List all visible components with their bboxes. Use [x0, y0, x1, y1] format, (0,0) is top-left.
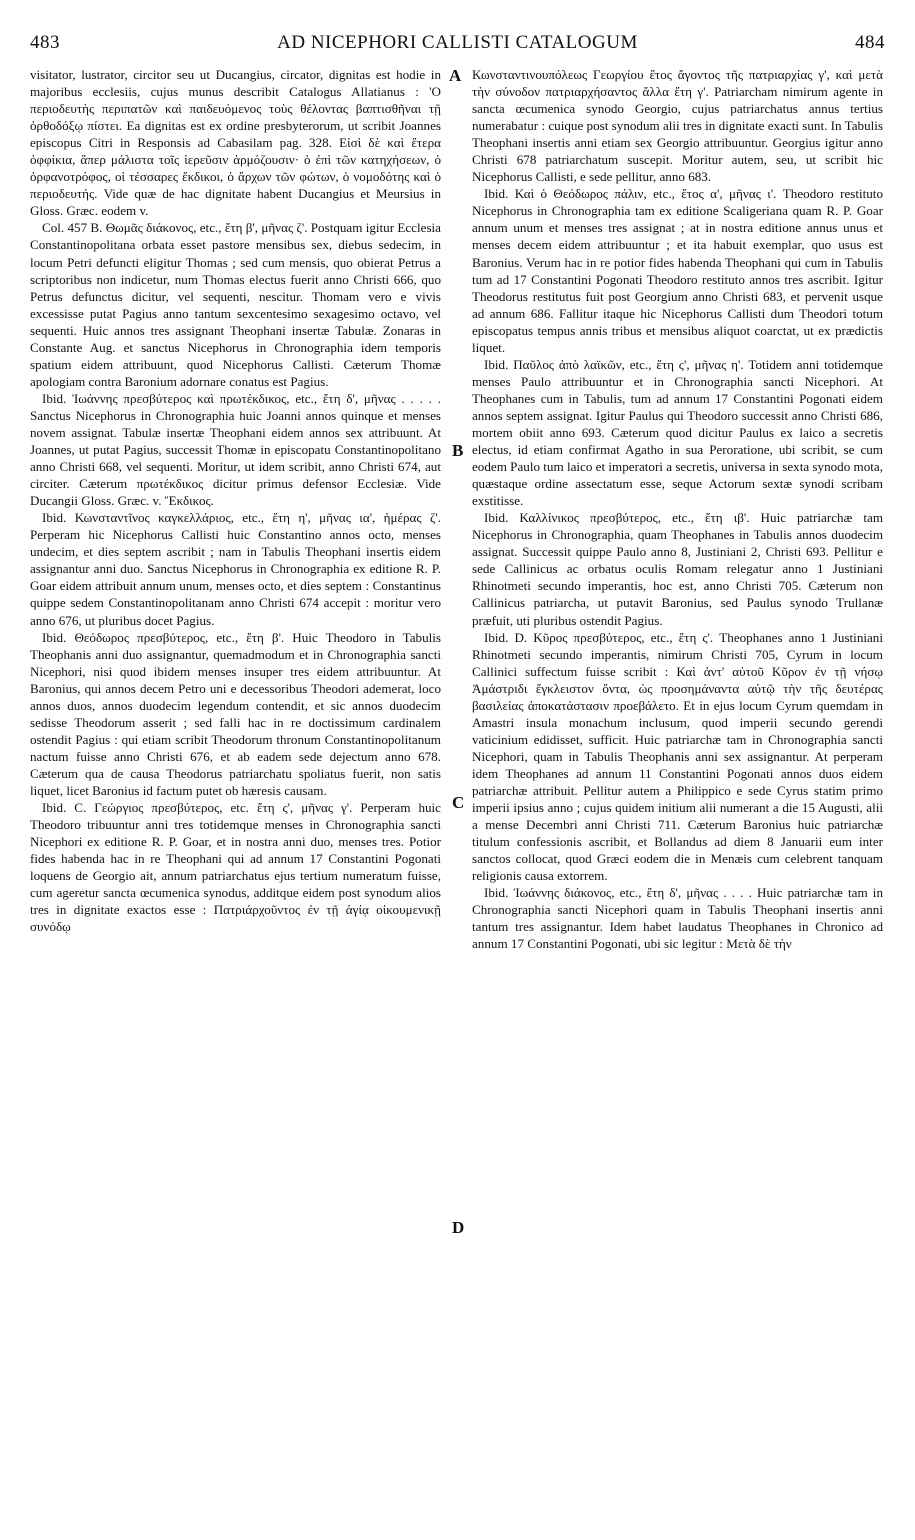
- page-number-left: 483: [30, 32, 60, 53]
- paragraph: Ibid. D. Κῦρος πρεσβύτερος, etc., ἔτη ς'. Theophanes anno 1 Justiniani Rhinotmeti secundo imperantis, nimirum Christi 705, Cyrum in locum Callinici suffectum fuisse scribit : Καὶ ἀντ' αὐτοῦ Κῦρον ἐν τῇ νήσῳ Ἀμάστριδι ἔγκλειστον ὄντα, ὡς προσημάναντα αὐτῷ τὴν τῆς δευτέρας βασιλείας ἀποκατάστασιν προεβάλετο. Et in ejus locum Cyrum quemdam in Amastri insula monachum inclusum, quod imperii secundo gerendi vaticinium edidisset, sufficit. Huic patriarchæ tam in Chronographia sancti Nicephori, quam in Tabulis Theophanis anni sex assignantur. At perperam idem Theophanes ad annum 11 Constantini Pogonati annos duos eidem patriarchæ attribuit. Pellitur autem a Philippico e sede Cyrus statim primo imperii ipsius anno ; cujus quidem initium alii numerant a die 15 Augusti, alii a mense Decembri anni Christi 711. Cæterum Baronius huic patriarchæ titulum confessionis ascribit, et Bollandus ad diem 8 Januarii eum inter sanctos collocat, quod Græci eodem die in Menæis cum celebrent tanquam religionis causa extorrem.: [472, 629, 883, 884]
- right-column: [472, 66, 883, 1528]
- paragraph: Ibid. Καλλίνικος πρεσβύτερος, etc., ἔτη ιβ'. Huic patriarchæ tam Nicephorus in Chronographia, quam Theophanes in Tabulis annos duodecim assignat. Successit quippe Paulo anno 8, Justiniani 2, Christi 693. Pellitur e sede Callinicus ac orbatus oculis Romam relegatur anno 1 Justiniani Rhinotmeti secundo imperantis, hoc est, anno Christi 705. Cæterum non Callinicus patriarcha, ut putavit Baronius, sed Paulus synodo Trullanæ præfuit, uti pluribus ostendit Pagius.: [472, 510, 883, 628]
- running-header: [30, 32, 885, 58]
- section-marker-d: D: [452, 1218, 465, 1237]
- paragraph: Ibid. C. Γεώργιος πρεσβύτερος, etc. ἔτη ς', μῆνας γ'. Perperam huic Theodoro tribuuntur anni tres totidemque menses in Chronographia sancti Nicephori ex editione R. P. Goar, et in nostra anni duo, menses tres. Potior fides habenda hac in re Theophani qui ad annum 17 Constantini Pogonati loquens de Georgio ait, annum patriarchatus ejus tertium numeratum fuisse, cum ageretur sancta œcumenica synodus, additque eidem post synodum alios tres in dignitate exactos esse : Πατριάρχοῦντος ἐν τῇ ἁγίᾳ οἰκουμενικῇ συνόδῳ: [30, 800, 441, 935]
- paragraph: Ibid. Θεόδωρος πρεσβύτερος, etc., ἔτη β'. Huic Theodoro in Tabulis Theophanis anni duo assignantur, quemadmodum et in Chronographia sancti Nicephori, nisi quod ibidem menses insuper tres eidem attribuuntur. At Baronius, qui annos decem Petro uni e decessoribus Theodori ademerat, loco annos duos, annos duodecim legendum contendit, et sic annos duodecim sedisse Theodorum asserit ; sed falli hac in re doctissimum cardinalem ostendit Pagius : qui etiam scribit Theodorum thronum Constantinopolitanum nactum fuisse anno Christi 676, et ab eadem sede dejectum anno 678. Cæterum qua de causa Theodorus patriarchatu spoliatus fuerit, non satis liquet, licet Baronius id factum putet ob hæresis causam.: [30, 629, 441, 798]
- paragraph: Ibid. Ἰωάννης πρεσβύτερος καὶ πρωτέκδικος, etc., ἔτη δ', μῆνας . . . . . Sanctus Nicephorus in Chronographia huic Joanni annos quinque et menses novem assignat. Tabulæ insertæ Theophani eidem annos sex attribuunt. At Joannes, ut putat Pagius, successit Thomæ in episcopatu Constantinopolitano anno Christi 668, vel sequenti. Moritur, ut idem scribit, anno Christi 674, aut circiter. Cæterum πρωτέκδικος dicitur primus defensor Ecclesiæ. Vide Ducangii Gloss. Græc. v. Ἔκδικος.: [30, 390, 441, 509]
- paragraph: Ibid. Κωνσταντῖνος καγκελλάριος, etc., ἔτη η', μῆνας ια', ἡμέρας ζ'. Perperam hic Nicephorus Callisti huic Constantino annos octo, menses undecim, et dies septem ascribit ; nam in Tabulis Theophani insertis eidem assignantur anni duo. Sanctus Nicephorus in Chronographia ex editione R. P. Goar eidem attribuit annum unum, menses octo, et dies septem : Constantinus quippe sedem Constantinopolitanam anno Christi 674 accepit : moritur vero anno 676, ut pluribus docet Pagius.: [30, 510, 441, 628]
- section-marker-c: C: [452, 793, 465, 812]
- paragraph: Ibid. Καὶ ὁ Θεόδωρος πάλιν, etc., ἔτος α', μῆνας ι'. Theodoro restituto Nicephorus in Chronographia tam ex editione Scaligeriana quam R. P. Goar annum unum et menses tres assignat ; at in nostra editione annus unus et menses decem eidem attribuuntur ; et ita habuit exemplar, quo usus est Baronius. Verum hac in re potior fides habenda Theophani qui cum in Tabulis tum ad 17 Constantini Pogonati Theodoro restituto annos tres ascribit. Igitur Theodorus restitutus fuit post Georgium anno Christi 683, et pervenit usque ad annum 686. Fallitur itaque hic Nicephorus Callisti dum Theodori totum episcopatus tempus annis tribus et mensibus aliquot coarctat, ut ex prædictis liquet.: [472, 186, 883, 355]
- paragraph: Col. 457 B. Θωμᾶς διάκονος, etc., ἔτη β', μῆνας ζ'. Postquam igitur Ecclesia Constantinopolitana orbata esset pastore mensibus sex, diebus sedecim, in locum Petri defuncti eligitur Thomas ; sed cum mensis, quo obierat Petrus a scriptoribus non indicetur, num Thomas electus fuerit anno Christi 666, quo Petrus defunctus dicitur, vel sequenti, nescitur. Thomam vero e vivis excessisse putat Pagius anno tantum sexcentesimo sexagesimo octavo, vel sequenti. Huic annos tres assignant Theophani insertæ Tabulæ. Zonaras in Constante Aug. et sanctus Nicephorus in Chronographia idem temporis spatium eidem attribuunt, quod Nicephorus Callisti. Cæterum Thomæ apologiam contra Baronium adornare conatus est Pagius.: [30, 220, 441, 389]
- paragraph: Ibid. Παῦλος ἀπὸ λαϊκῶν, etc., ἔτη ς', μῆνας η'. Totidem anni totidemque menses Paulo attribuuntur et in Chronographia sancti Nicephori. At Theophanes cum in Tabulis, tum ad annum 17 Constantini Pogonati eidem annos septem assignat. Igitur Paulus qui Theodoro successit anno Christi 686, mortem obiit anno 693. Cæterum quod dicitur Paulus ex laico a secretis electus, id etiam confirmat Agatho in sua Peroratione, ubi scribit, se cum eodem Paulo tum laico et imperatori a secretis, universa in sexta synodo mota, quæstaque ordine assectatum esse, seque Actorum sextæ synodi scribam exstitisse.: [472, 356, 883, 509]
- page-number-right: 484: [855, 32, 885, 53]
- running-title: AD NICEPHORI CALLISTI CATALOGUM: [277, 32, 638, 53]
- section-marker-b: B: [452, 441, 464, 460]
- section-marker-a: A: [449, 66, 462, 85]
- paragraph: Κωνσταντινουπόλεως Γεωργίου ἔτος ἄγοντος τῆς πατριαρχίας γ', καὶ μετὰ τὴν σύνοδον πατριαρχήσαντος ἄλλα ἔτη γ'. Patriarcham nimirum agente in sancta œcumenica synodo Georgio, cujus patriarchatus annus tertius numerabatur : cuique post synodum alii tres in dignitate exacti sunt. In Tabulis Theophani insertis anni etiam sex Georgio attribuuntur. Georgius igitur anno Christi 678 patriarchatum suscepit. Moritur autem, seu, ut scribit hic Nicephorus Callisti, e sede pellitur, anno 683.: [472, 67, 883, 185]
- left-column: [30, 66, 441, 1528]
- paragraph: Ibid. Ἰωάννης διάκονος, etc., ἔτη δ', μῆνας . . . . Huic patriarchæ tam in Chronographia sancti Nicephori quam in Tabulis Theophani insertis anni tantum tres assignantur. Idem habet laudatus Theophanes in Chronico ad annum 17 Constantini Pogonati, ubi sic legitur : Μετὰ δὲ τὴν: [472, 885, 883, 952]
- paragraph: visitator, lustrator, circitor seu ut Ducangius, circator, dignitas est hodie in majoribus ecclesiis, cujus munus describit Catalogus Allatianus : 'Ο περιοδευτὴς περιπατῶν καὶ παιδευόμενος τοὺς θέλοντας βαπτισθῆναι τῇ ὀρθοδόξῳ πίστει. Ea dignitas est ex ordine presbyterorum, ut scribit Joannes episcopus Citri in Responsis ad Cabasilam pag. 328. Εἰσὶ δὲ καὶ ἕτερα ὀφφίκια, ἅπερ μάλιστα τοῖς ἱερεῦσιν ἁρμόζουσιν· ὁ ἐπὶ τῶν κατηχήσεων, ὁ ὀρφανοτρόφος, οἱ τέσσαρες ἔκδικοι, ὁ ἄρχων τῶν φώτων, ὁ νομοδότης καὶ ὁ περιοδευτής. Vide quæ de hac dignitate habent Ducangius et Meursius in Gloss. Græc. eodem v.: [30, 67, 441, 219]
